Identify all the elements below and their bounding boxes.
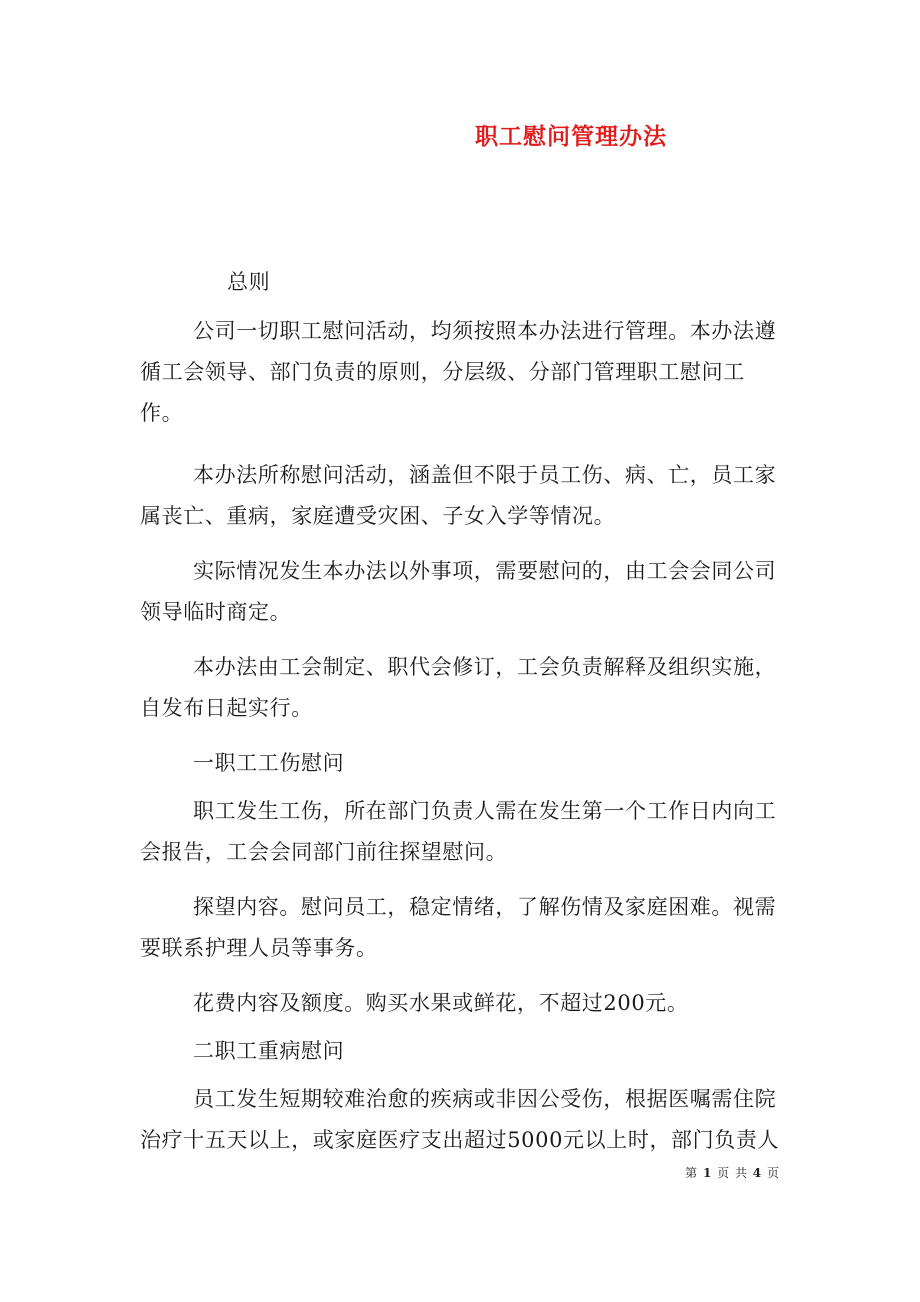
- footer-total-pages: 4: [752, 1166, 763, 1180]
- paragraph-other-matters: 实际情况发生本办法以外事项，需要慰问的，由工会会同公司领导临时商定。: [140, 559, 777, 624]
- page-footer: [685, 1164, 780, 1181]
- footer-prefix: 第: [685, 1166, 699, 1180]
- section-heading-general: 总则: [227, 270, 271, 294]
- paragraph-activity-definition: 本办法所称慰问活动，涵盖但不限于员工伤、病、亡，员工家属丧亡、重病，家庭遭受灾困、子女入学等情况。: [140, 463, 777, 528]
- section-heading-serious-illness: 二职工重病慰问: [193, 1039, 345, 1063]
- section-heading-work-injury: 一职工工伤慰问: [193, 751, 345, 775]
- paragraph-scope-management: 公司一切职工慰问活动，均须按照本办法进行管理。本办法遵循工会领导、部门负责的原则，分层级、分部门管理职工慰问工作。: [140, 319, 777, 425]
- paragraph-injury-report: 职工发生工伤，所在部门负责人需在发生第一个工作日内向工会报告，工会会同部门前往探望慰问。: [140, 799, 777, 864]
- paragraph-illness-criteria: 员工发生短期较难治愈的疾病或非因公受伤，根据医嘱需住院治疗十五天以上，或家庭医疗支出超过5000元以上时，部门负责人: [140, 1087, 780, 1152]
- paragraph-expense-limit: 花费内容及额度。购买水果或鲜花，不超过200元。: [193, 991, 689, 1015]
- document-title: 职工慰问管理办法: [475, 123, 667, 150]
- paragraph-enactment: 本办法由工会制定、职代会修订，工会负责解释及组织实施，自发布日起实行。: [140, 655, 777, 720]
- footer-page-number: 1: [702, 1166, 713, 1180]
- paragraph-visit-content: 探望内容。慰问员工，稳定情绪，了解伤情及家庭困难。视需要联系护理人员等事务。: [140, 895, 777, 960]
- footer-middle: 页 共: [717, 1166, 748, 1180]
- footer-suffix: 页: [766, 1166, 780, 1180]
